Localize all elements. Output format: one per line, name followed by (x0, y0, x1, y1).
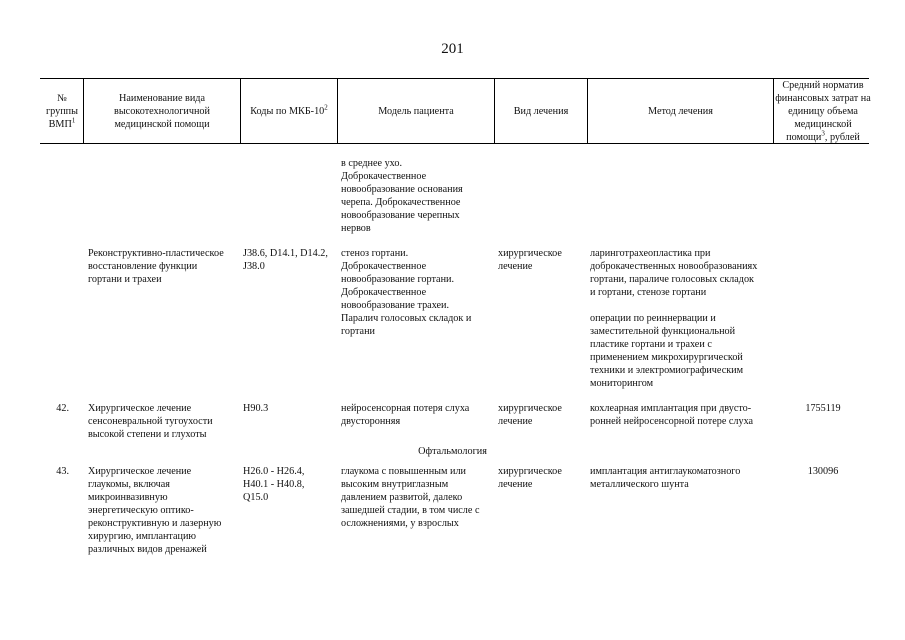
header-treatment-method: Метод лечения (648, 105, 713, 117)
header-care-type: Наименование вида высокотехнологичной медицинской помощи (114, 92, 210, 130)
header-patient-model: Модель пациента (378, 105, 454, 117)
header-bottom-rule (40, 143, 869, 144)
row-icd-codes: H90.3 (243, 403, 269, 414)
row-treatment-method-alt: операции по реиннервации и заместительной функциональной пластике гортани и трахеи с применением микрохирургической техники и электромиографическим мониторингом (590, 313, 744, 389)
row-patient-model: нейросенсорная потеря слуха двусторонняя (341, 403, 470, 427)
row-treatment-method: кохлеарная имплантация при двусто- ронней нейросенсорной потере слуха (590, 403, 754, 427)
header-divider (773, 78, 774, 143)
header-divider (240, 78, 241, 143)
row-group-number: 42. (56, 403, 69, 414)
row-treatment-method: имплантация антиглаукоматозного металлического шунта (590, 466, 741, 490)
header-divider (494, 78, 495, 143)
row-treatment-type: хирургическое лечение (498, 466, 562, 490)
header-cost-norm: Средний норматив финансовых затрат на единицу объема медицинской помощи$^3$, рублей (775, 79, 871, 143)
header-divider (83, 78, 84, 143)
page-number: 201 (441, 41, 464, 57)
row-icd-codes: J38.6, D14.1, D14.2, J38.0 (243, 248, 328, 272)
section-heading: Офтальмология (418, 446, 487, 457)
header-treatment-type: Вид лечения (513, 105, 569, 117)
row-patient-model: глаукома с повышенным или высоким внутриглазным давлением развитой, далеко зашедшей стадии, в том числе с осложнениями, у взрослых (341, 466, 480, 529)
header-icd-codes: Коды по МКБ-$10^2$ (250, 103, 328, 117)
row-treatment-type: хирургическое лечение (498, 403, 562, 427)
row-patient-model: стеноз гортани. Доброкачественное новообразование гортани. Доброкачественное новообразование трахеи. Паралич голосовых складок и гортани (341, 248, 472, 337)
header-divider (337, 78, 338, 143)
row-group-number: 43. (56, 466, 69, 477)
row-care-type: Реконструктивно-пластическое восстановление функции гортани и трахеи (88, 248, 224, 285)
header-group-number: № группы ВМП$^1$ (46, 92, 78, 130)
header-divider (587, 78, 588, 143)
row-care-type: Хирургическое лечение сенсоневральной тугоухости высокой степени и глухоты (88, 403, 213, 440)
continuation-patient-model: в среднее ухо. Доброкачественное новообразование основания черепа. Доброкачественное новообразование черепных нервов (341, 158, 463, 234)
row-cost: 1755119 (805, 403, 841, 414)
row-icd-codes: H26.0 - H26.4, H40.1 - H40.8, Q15.0 (243, 466, 305, 503)
row-cost: 130096 (807, 466, 839, 477)
row-treatment-type: хирургическое лечение (498, 248, 562, 272)
row-care-type: Хирургическое лечение глаукомы, включая микроинвазивную энергетическую оптико- реконструктивную и лазерную хирургию, имплантацию различных видов дренажей (88, 466, 222, 555)
row-treatment-method: ларинготрахеопластика при доброкачественных новообразованиях гортани, параличе голосовых складок и гортани, стенозе гортани (590, 248, 758, 298)
